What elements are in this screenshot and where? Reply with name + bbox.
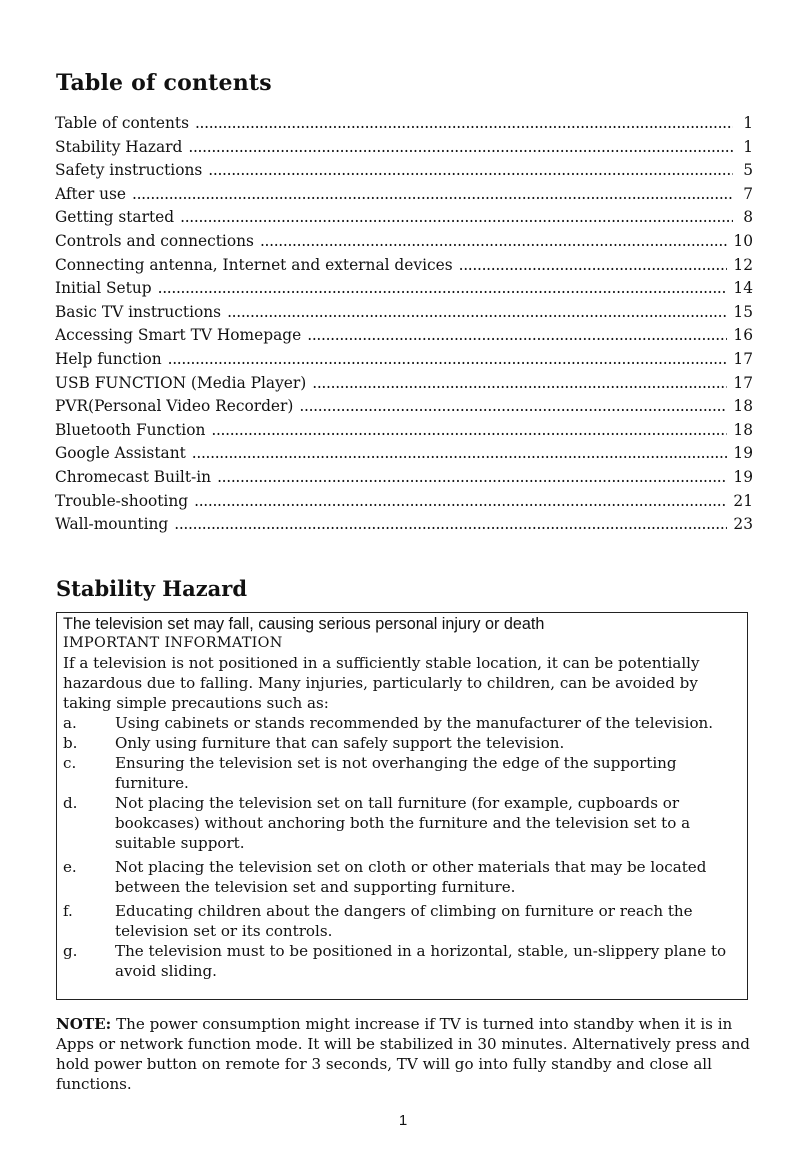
toc-leader xyxy=(459,254,728,278)
list-text: Ensuring the television set is not overhanging the edge of the supporting furniture. xyxy=(115,754,677,792)
toc-entry[interactable] xyxy=(55,136,753,160)
toc-entry-page: 17 xyxy=(733,349,753,368)
toc-entry-title: Controls and connections xyxy=(55,231,254,250)
toc-entry-title: USB FUNCTION (Media Player) xyxy=(55,373,307,392)
toc-entry-page: 16 xyxy=(733,326,753,345)
toc-entry[interactable] xyxy=(55,206,753,230)
toc-heading: Table of contents xyxy=(56,70,272,96)
toc-entry-title: After use xyxy=(55,184,127,203)
toc-entry[interactable] xyxy=(55,230,753,254)
toc-entry-page: 12 xyxy=(733,255,753,274)
toc-entry[interactable] xyxy=(55,442,753,466)
toc-list xyxy=(55,112,753,537)
list-marker: f. xyxy=(63,902,73,920)
toc-entry-title: Getting started xyxy=(55,208,175,227)
toc-leader xyxy=(307,324,727,348)
list-text: Only using furniture that can safely support the television. xyxy=(115,734,565,752)
toc-leader xyxy=(132,183,733,207)
page-number: 1 xyxy=(398,1112,408,1129)
toc-leader xyxy=(158,277,728,301)
toc-entry[interactable] xyxy=(55,513,753,537)
toc-entry[interactable] xyxy=(55,466,753,490)
list-text: Using cabinets or stands recommended by the manufacturer of the television. xyxy=(115,714,714,732)
note-text: The power consumption might increase if TV is turned into standby when it is in Apps or network function mode. It will be stabilized in 30 minutes. Alternatively press and hold power button on remote for 3 seconds, TV will go into fully standby and close all functions. xyxy=(56,1015,750,1093)
toc-entry[interactable] xyxy=(55,112,753,136)
toc-entry-title: Trouble-shooting xyxy=(55,491,189,510)
toc-entry[interactable] xyxy=(55,324,753,348)
list-item xyxy=(63,901,741,941)
toc-entry-page: 1 xyxy=(743,137,753,156)
toc-leader xyxy=(217,466,727,490)
toc-entry-title: PVR(Personal Video Recorder) xyxy=(55,397,294,416)
toc-leader xyxy=(260,230,727,254)
toc-leader xyxy=(312,372,727,396)
list-item xyxy=(63,753,741,793)
toc-entry-page: 19 xyxy=(733,444,753,463)
list-item xyxy=(63,941,741,981)
toc-entry[interactable] xyxy=(55,301,753,325)
toc-entry[interactable] xyxy=(55,159,753,183)
toc-entry[interactable] xyxy=(55,419,753,443)
toc-entry-title: Chromecast Built-in xyxy=(55,467,212,486)
toc-leader xyxy=(195,112,733,136)
list-item xyxy=(63,733,741,753)
toc-entry[interactable] xyxy=(55,490,753,514)
toc-entry-page: 21 xyxy=(733,491,753,510)
toc-entry[interactable] xyxy=(55,183,753,207)
list-text: Not placing the television set on cloth or other materials that may be located between the television set and supporting furniture. xyxy=(115,858,707,896)
list-text: The television must to be positioned in a horizontal, stable, un-slippery plane to avoid sliding. xyxy=(115,942,727,980)
toc-entry-page: 10 xyxy=(733,231,753,250)
hazard-warning-box xyxy=(56,612,748,1000)
list-marker: e. xyxy=(63,858,77,876)
toc-entry[interactable] xyxy=(55,254,753,278)
stability-hazard-heading: Stability Hazard xyxy=(56,576,248,601)
toc-entry-title: Safety instructions xyxy=(55,161,203,180)
toc-entry-title: Wall-mounting xyxy=(55,515,169,534)
toc-entry[interactable] xyxy=(55,348,753,372)
toc-leader xyxy=(174,513,727,537)
list-marker: d. xyxy=(63,794,78,812)
list-item xyxy=(63,713,741,733)
precautions-list xyxy=(63,713,741,981)
toc-entry-page: 18 xyxy=(733,397,753,416)
toc-leader xyxy=(208,159,733,183)
toc-leader xyxy=(180,206,733,230)
toc-entry-page: 7 xyxy=(743,184,753,203)
list-text: Not placing the television set on tall furniture (for example, cupboards or bookcases) without anchoring both the furniture and the television set to a suitable support. xyxy=(115,794,691,852)
toc-entry[interactable] xyxy=(55,277,753,301)
toc-entry-title: Initial Setup xyxy=(55,279,152,298)
toc-entry-page: 15 xyxy=(733,302,753,321)
list-marker: a. xyxy=(63,714,77,732)
list-marker: b. xyxy=(63,734,78,752)
hazard-intro: If a television is not positioned in a sufficiently stable location, it can be potentially hazardous due to falling. Many injuries, particularly to children, can be avoided by taking simple precautions such as: xyxy=(63,654,700,712)
toc-entry-page: 14 xyxy=(733,279,753,298)
toc-entry-title: Stability Hazard xyxy=(55,137,183,156)
power-note xyxy=(56,1014,766,1094)
toc-entry-title: Google Assistant xyxy=(55,444,186,463)
toc-entry-page: 19 xyxy=(733,467,753,486)
toc-entry-title: Accessing Smart TV Homepage xyxy=(55,326,302,345)
toc-entry[interactable] xyxy=(55,372,753,396)
list-marker: c. xyxy=(63,754,77,772)
toc-leader xyxy=(194,490,727,514)
toc-entry-title: Bluetooth Function xyxy=(55,420,206,439)
list-text: Educating children about the dangers of climbing on furniture or reach the television set or its controls. xyxy=(115,902,693,940)
toc-leader xyxy=(188,136,733,160)
list-item xyxy=(63,793,741,853)
toc-entry-title: Table of contents xyxy=(55,114,189,132)
toc-leader xyxy=(227,301,727,325)
note-label: NOTE: xyxy=(56,1015,112,1033)
list-marker: g. xyxy=(63,942,78,960)
toc-leader xyxy=(299,395,727,419)
toc-entry-page: 18 xyxy=(733,420,753,439)
toc-entry-page: 17 xyxy=(733,373,753,392)
toc-entry-title: Help function xyxy=(55,349,162,368)
toc-leader xyxy=(211,419,727,443)
list-item xyxy=(63,857,741,897)
toc-entry-page: 1 xyxy=(743,114,753,132)
toc-leader xyxy=(192,442,728,466)
toc-entry-title: Basic TV instructions xyxy=(55,302,222,321)
important-label: IMPORTANT INFORMATION xyxy=(63,635,283,651)
toc-entry-page: 23 xyxy=(733,515,753,534)
toc-entry-page: 5 xyxy=(743,161,753,180)
toc-leader xyxy=(168,348,728,372)
toc-entry[interactable] xyxy=(55,395,753,419)
toc-entry-page: 8 xyxy=(743,208,753,227)
warning-headline: The television set may fall, causing serious personal injury or death xyxy=(63,615,545,633)
toc-entry-title: Connecting antenna, Internet and external devices xyxy=(55,255,453,274)
